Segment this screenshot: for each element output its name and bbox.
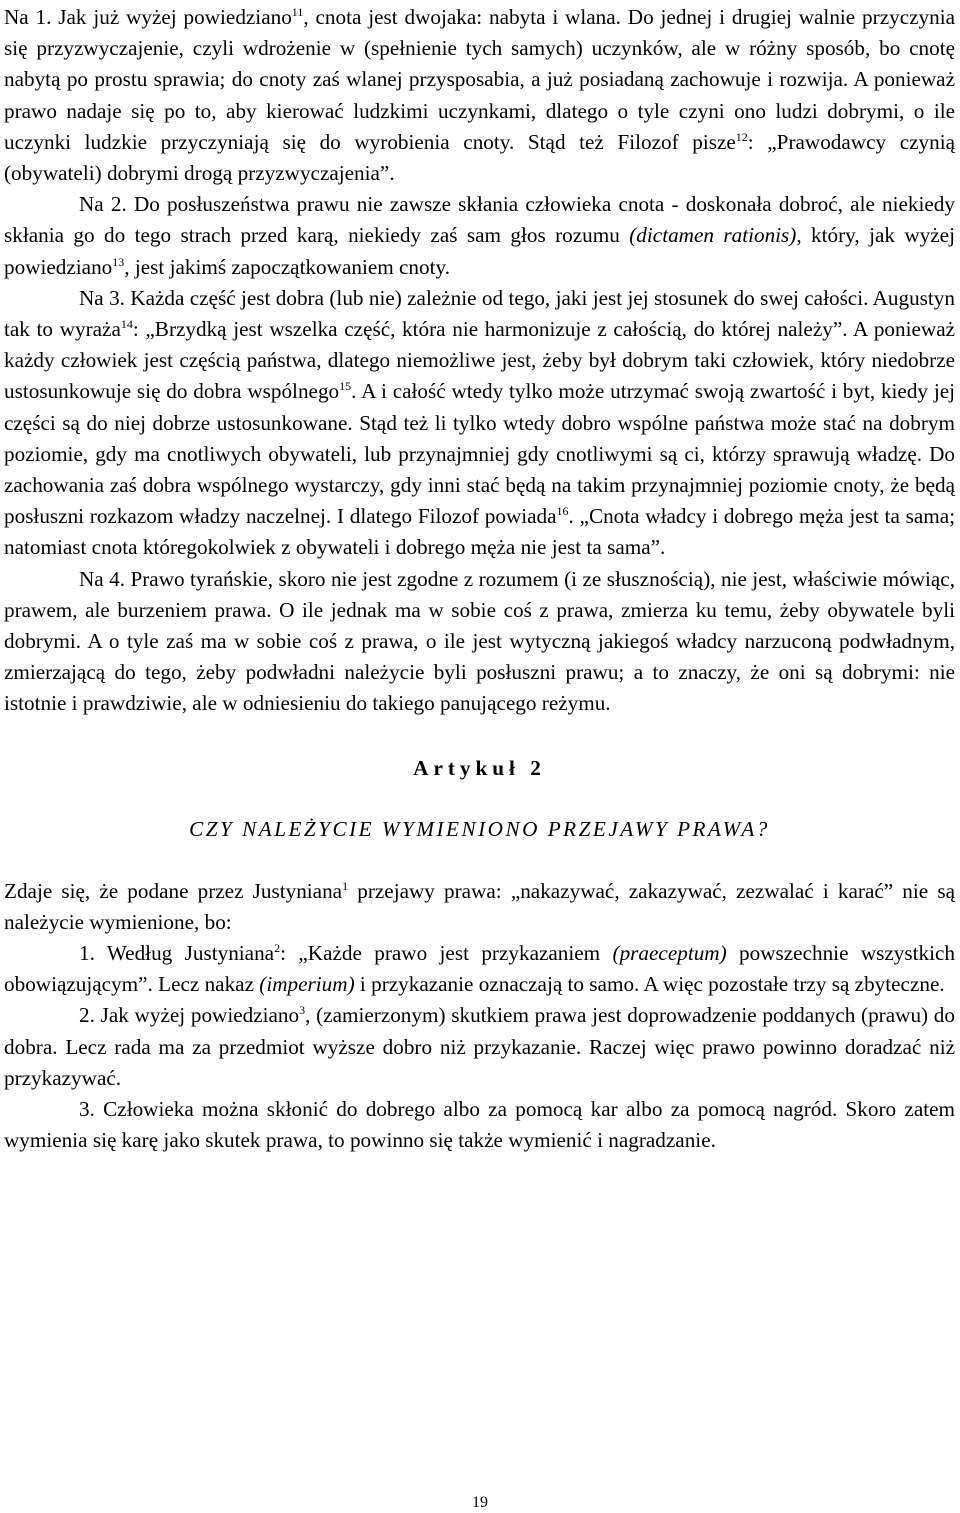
footnote-ref: 2 — [274, 941, 281, 956]
text-run: przejawy prawa: „nakazywać, zakazywać, zezwalać i karać” nie są należycie wymienione, bo: — [4, 878, 955, 934]
text-run: , który, jak wyżej powiedziano — [4, 223, 955, 279]
text-run: powszechnie wszystkich obowiązującym”. Lecz nakaz — [4, 941, 955, 997]
objection-paragraph — [4, 1000, 955, 1094]
objection-paragraph — [4, 1094, 955, 1156]
text-run: Zdaje się, że podane przez Justyniana — [4, 878, 343, 903]
text-run: , cnota jest dwojaka: nabyta i wlana. Do jednej i drugiej walnie przyczynia się przyzwyczajenie, czyli wdrożenie w (spełnienie tych samych) uczynków, ale w różny sposób, bo cnotę nabytą po prostu sprawia; do cnoty zaś wlanej przysposabia, a już posiadaną zachowuje i rozwija. A ponieważ prawo nadaje się po to, aby kierować ludzkimi uczynkami, dlatego o tyle czyni ono ludzi dobrymi, o ile uczynki ludzkie przyczyniają się do wyrobienia cnoty. Stąd też Filozof pisze — [4, 5, 955, 154]
text-run: , (zamierzonym) skutkiem prawa jest doprowadzenie poddanych (prawu) do dobra. Lecz rada ma za przedmiot wyższe dobro niż przykazanie. Raczej więc prawo powinno doradzać niż przykazywać. — [4, 1003, 955, 1090]
text-run: Na 1. Jak już wyżej powiedziano — [4, 5, 292, 29]
text-run: 2. Jak wyżej powiedziano — [79, 1003, 300, 1028]
text-run: : „Każde prawo jest przykazaniem — [280, 941, 613, 966]
text-run: . „Cnota władcy i dobrego męża jest ta sama; natomiast cnota któregokolwiek z obywateli i dobrego męża nie jest ta sama”. — [4, 504, 955, 560]
text-run: Na 2. Do posłuszeństwa prawu nie zawsze skłania człowieka cnota - doskonała dobroć, ale niekiedy skłania go do tego strach przed karą, niekiedy zaś sam głos rozumu — [4, 192, 955, 248]
document-page — [4, 2, 955, 1157]
text-run: . A i całość wtedy tylko może utrzymać swoją zwartość i byt, kiedy jej części są do niej dobrze ustosunkowane. Stąd też li tylko wtedy dobro wspólne państwa może stać na dobrym poziomie, gdy ma cnotliwych obywateli, lub przynajmniej gdy cnotliwymi są ci, którzy sprawują władzę. Do zachowania zaś dobra wspólnego wystarczy, gdy inni stać będą na takim przynajmniej poziomie cnoty, że będą posłuszni rozkazom władzy naczelnej. I dlatego Filozof powiada — [4, 379, 955, 529]
reply-paragraph — [4, 283, 955, 564]
intro-paragraph — [4, 876, 955, 938]
reply-paragraph — [4, 564, 955, 720]
objection-paragraph — [4, 938, 955, 1000]
reply-paragraphs — [4, 2, 955, 720]
reply-paragraph — [4, 2, 955, 189]
text-run: i przykazanie oznaczają to samo. A więc pozostałe trzy są zbyteczne. — [354, 972, 945, 997]
text-run: : „Prawodawcy czynią (obywateli) dobrymi drogą przyzwyczajenia”. — [4, 129, 955, 186]
footnote-ref: 15 — [339, 379, 352, 394]
footnote-ref: 13 — [112, 254, 125, 269]
text-run: , jest jakimś zapoczątkowaniem cnoty. — [124, 254, 451, 279]
article-question: CZY NALEŻYCIE WYMIENIONO PRZEJAWY PRAWA? — [189, 816, 770, 841]
text-run: Na 4. Prawo tyrańskie, skoro nie jest zgodne z rozumem (i ze słusznością), nie jest, właściwie mówiąc, prawem, ale burzeniem prawa. O ile jednak ma w sobie coś z prawa, zmierza ku temu, żeby obywatele byli dobrymi. A o tyle zaś ma w sobie coś z prawa, o ile jest wytyczną jakiegoś władcy narzuconą podwładnym, zmierzającą do tego, żeby podwładni należycie byli posłuszni prawu; a to znaczy, że oni są dobrymi: nie istotnie i prawdziwie, ale w odniesieniu do takiego panującego reżymu. — [4, 566, 955, 716]
page-number: 19 — [472, 1494, 488, 1511]
latin-term: (praeceptum) — [612, 941, 727, 966]
text-run: : „Brzydką jest wszelka część, która nie harmonizuje z całością, do której należy”. A ponieważ każdy człowiek jest częścią państwa, dlatego niemożliwe jest, żeby był dobrym taki człowiek, który niedobrze ustosunkowuje się do dobra wspólnego — [4, 317, 955, 404]
footnote-ref: 1 — [342, 878, 349, 893]
latin-term: (imperium) — [259, 972, 355, 997]
article-heading: Artykuł 2 — [413, 755, 546, 780]
latin-term: (dictamen rationis) — [629, 223, 797, 248]
footnote-ref: 11 — [291, 5, 304, 19]
footnote-ref: 3 — [299, 1003, 306, 1018]
text-run: Na 3. Każda część jest dobra (lub nie) zależnie od tego, jaki jest jej stosunek do swej całości. Augustyn tak to wyraża — [4, 285, 955, 342]
text-run: 3. Człowieka można skłonić do dobrego albo za pomocą kar albo za pomocą nagród. Skoro zatem wymienia się karę jako skutek prawa, to powinno się także wymienić i nagradzanie. — [4, 1097, 955, 1153]
footnote-ref: 12 — [735, 129, 748, 144]
footnote-ref: 16 — [556, 504, 569, 519]
text-run: 1. Według Justyniana — [79, 941, 275, 966]
objection-paragraphs — [4, 938, 955, 1156]
footnote-ref: 14 — [120, 317, 133, 332]
reply-paragraph — [4, 189, 955, 283]
